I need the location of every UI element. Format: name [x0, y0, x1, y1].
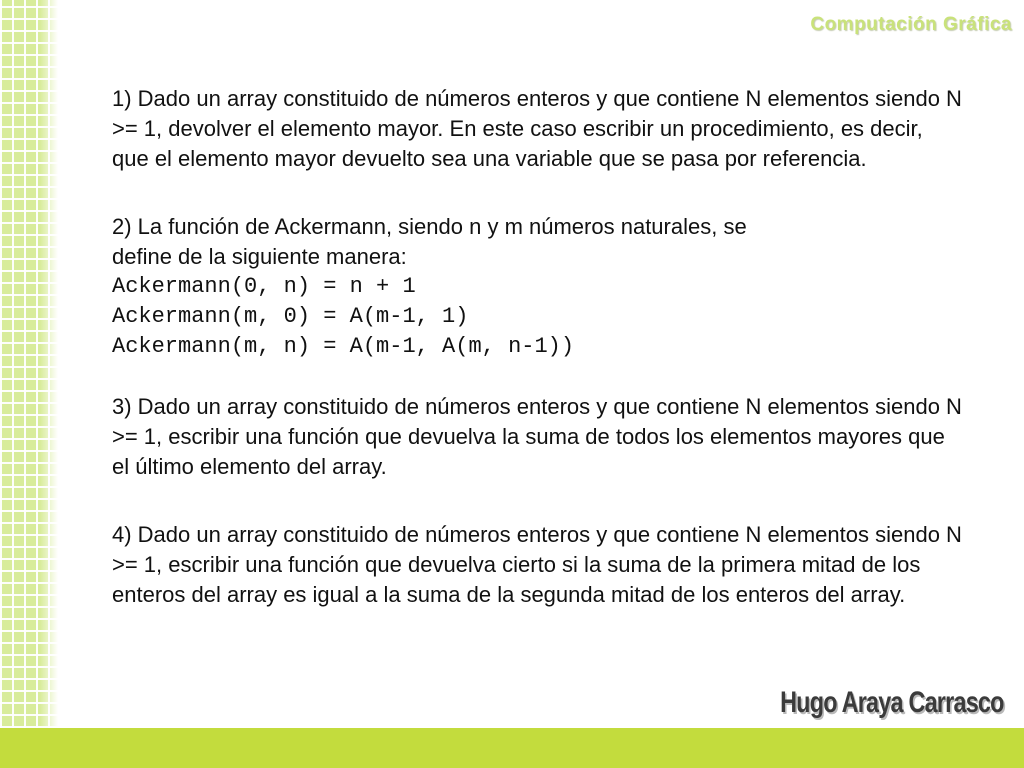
exercise-3 — [112, 392, 962, 482]
exercise-1 — [112, 84, 962, 174]
ackermann-case-1: Ackermann(0, n) = n + 1 — [112, 274, 416, 299]
ackermann-case-2: Ackermann(m, 0) = A(m-1, 1) — [112, 304, 469, 329]
ackermann-case-3: Ackermann(m, n) = A(m-1, A(m, n-1)) — [112, 334, 575, 359]
exercise-2-intro-line-2: define de la siguiente manera: — [112, 244, 407, 269]
bottom-accent-band — [0, 728, 1024, 768]
exercise-4-text: 4) Dado un array constituido de números enteros y que contiene N elementos siendo N >= 1, escribir una función que devuelva cierto si la suma de la primera mitad de los enteros del array es igual a la suma de la segunda mitad de los enteros del array. — [112, 522, 962, 607]
decorative-grid-strip — [0, 0, 58, 728]
exercise-1-text: 1) Dado un array constituido de números enteros y que contiene N elementos siendo N >= 1, devolver el elemento mayor. En este caso escribir un procedimiento, es decir, que el elemento mayor devuelto sea una variable que se pasa por referencia. — [112, 86, 962, 171]
header-title: Computación Gráfica — [810, 14, 1012, 35]
exercise-4 — [112, 520, 962, 610]
slide-content — [112, 84, 962, 610]
exercise-2 — [112, 212, 962, 362]
exercise-2-intro-line-1: 2) La función de Ackermann, siendo n y m números naturales, se — [112, 214, 747, 239]
author-signature: Hugo Araya Carrasco — [780, 686, 1004, 719]
exercise-3-text: 3) Dado un array constituido de números enteros y que contiene N elementos siendo N >= 1, escribir una función que devuelva la suma de todos los elementos mayores que el último elemento del array. — [112, 394, 962, 479]
